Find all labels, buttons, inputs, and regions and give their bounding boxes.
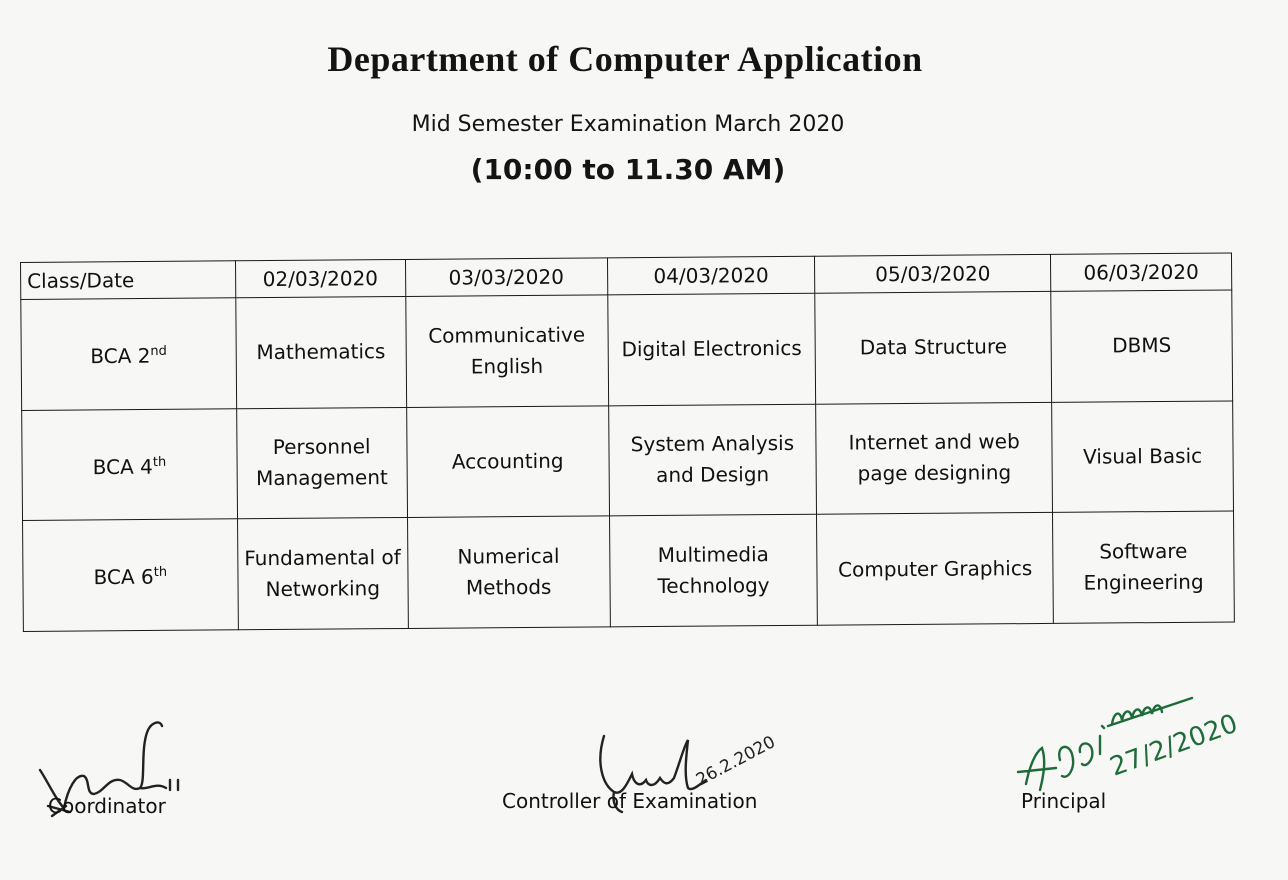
subject-cell: Multimedia Technology — [609, 515, 818, 627]
class-ordinal: th — [153, 565, 168, 581]
class-name: BCA 4 — [92, 454, 153, 479]
principal-signature-date: 27/2/2020 — [1106, 708, 1242, 783]
subject-cell: Digital Electronics — [607, 293, 816, 405]
coordinator-label: Coordinator — [48, 794, 166, 818]
controller-label: Controller of Examination — [502, 789, 758, 813]
subject-cell: Mathematics — [236, 296, 407, 408]
date-header: 02/03/2020 — [235, 259, 405, 297]
class-cell — [22, 408, 238, 520]
page-title: Department of Computer Application — [327, 39, 923, 79]
principal-label: Principal — [1021, 789, 1107, 813]
table-row — [21, 290, 1233, 410]
date-header: 04/03/2020 — [607, 256, 815, 295]
class-ordinal: th — [152, 454, 167, 470]
controller-signature-date: 26.2.2020 — [692, 732, 779, 791]
subject-cell: Computer Graphics — [817, 513, 1054, 626]
subject-cell: System Analysis and Design — [608, 404, 817, 516]
class-name: BCA 6 — [93, 564, 154, 590]
class-cell — [21, 298, 237, 410]
subject-cell: Numerical Methods — [407, 516, 610, 628]
exam-time: (10:00 to 11.30 AM) — [470, 153, 786, 186]
subject-cell: Accounting — [406, 406, 609, 518]
subject-cell: DBMS — [1051, 290, 1233, 402]
corner-header: Class/Date — [21, 261, 236, 300]
exam-timetable — [20, 252, 1235, 632]
subject-cell: Fundamental of Networking — [237, 518, 408, 630]
subject-cell: Visual Basic — [1052, 401, 1234, 513]
date-header: 06/03/2020 — [1051, 253, 1232, 291]
subject-cell: Data Structure — [815, 291, 1052, 404]
class-ordinal: nd — [150, 343, 167, 359]
class-name: BCA 2 — [90, 343, 151, 369]
subject-cell: Internet and web page designing — [816, 402, 1053, 515]
date-header: 05/03/2020 — [815, 254, 1051, 293]
table-row — [23, 511, 1235, 631]
exam-title: Mid Semester Examination March 2020 — [411, 112, 845, 137]
table-row — [22, 401, 1234, 521]
class-cell — [23, 519, 239, 631]
subject-cell: Software Engineering — [1053, 511, 1235, 623]
subject-cell: Communicative English — [405, 295, 608, 407]
date-header: 03/03/2020 — [405, 258, 607, 297]
subject-cell: Personnel Management — [236, 407, 407, 519]
